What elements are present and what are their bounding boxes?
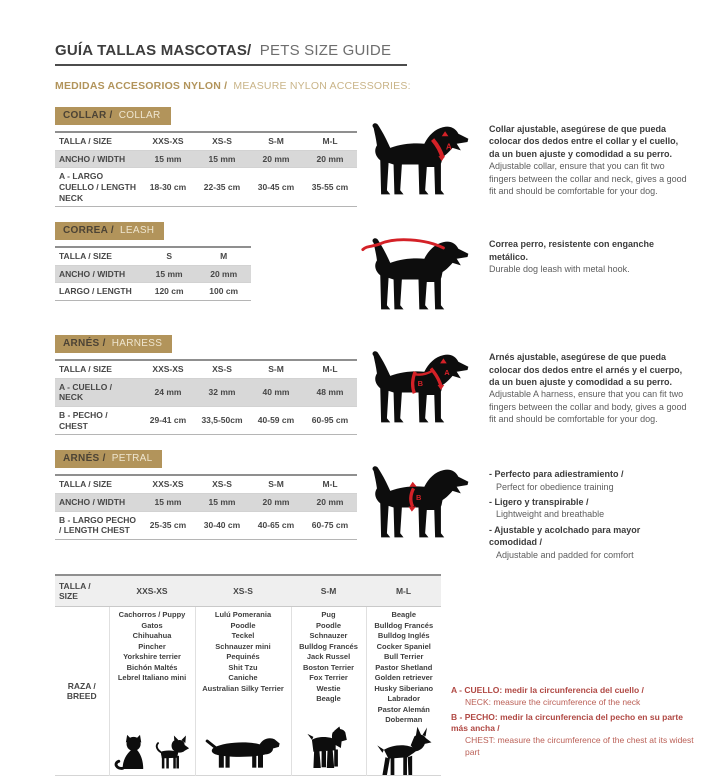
breed-item: Jack Russel	[306, 652, 351, 662]
breed-item: Caniche	[228, 673, 258, 683]
page-subtitle	[55, 80, 694, 92]
value-cell: 60-75 cm	[311, 519, 349, 530]
breed-item: Bulldog Francés	[299, 641, 358, 651]
header-cell: M-L	[322, 364, 338, 375]
petral-table-block	[55, 448, 357, 540]
collar-size-table	[55, 131, 357, 207]
harness-desc-en: Adjustable A harness, ensure that you can fit two fingers between the collar and body, gives a good fit and should be comfortable for your dog.	[489, 389, 687, 425]
value-cell: 15 mm	[208, 153, 236, 164]
value-cell: 20 mm	[262, 496, 290, 507]
header-cell: S-M	[268, 136, 284, 146]
header-cell: XS-S	[212, 136, 232, 146]
petral-bullet-en: Lightweight and breathable	[496, 509, 605, 520]
breed-item: Boston Terrier	[302, 662, 355, 672]
breed-list	[293, 610, 365, 705]
header-cell: S-M	[268, 479, 284, 490]
header-cell: XXS-XS	[109, 575, 195, 607]
breed-item: Shit Tzu	[228, 662, 258, 672]
value-cell: 22-35 cm	[203, 181, 241, 192]
header-cell: XXS-XS	[152, 136, 184, 146]
page-title-en: PETS SIZE GUIDE	[259, 42, 392, 59]
value-cell: 25-35 cm	[149, 519, 187, 530]
breed-item: Bulldog Inglés	[377, 631, 430, 641]
header-cell: M-L	[322, 136, 338, 146]
breed-cell-xs-s	[195, 607, 291, 776]
breed-item: Cocker Spaniel	[376, 641, 431, 651]
chihuahua-icon	[153, 733, 191, 771]
value-cell: 20 mm	[316, 153, 344, 164]
collar-table-block	[55, 105, 357, 207]
breed-item: Doberman	[385, 715, 423, 725]
header-cell: TALLA / SIZE	[59, 136, 112, 146]
page-title	[55, 42, 407, 66]
value-cell: 20 mm	[262, 153, 290, 164]
value-cell: 30-45 cm	[257, 181, 295, 192]
collar-section-badge	[55, 107, 171, 125]
breed-item: Pastor Shetland	[375, 662, 433, 672]
table-row	[55, 378, 357, 406]
table-header-row	[55, 475, 357, 493]
section-leash	[55, 220, 694, 320]
leash-description	[475, 220, 694, 275]
breed-item: Lulú Pomerania	[214, 610, 272, 620]
value-cell: 48 mm	[316, 387, 344, 398]
breed-size-table	[55, 574, 441, 776]
breed-cell-xxs-xs	[109, 607, 195, 776]
breed-item: Bull Terrier	[384, 652, 424, 662]
page-title-es: GUÍA TALLAS MASCOTAS/	[55, 42, 252, 59]
collar-desc-es: Collar ajustable, asegúrese de que pueda colocar dos dedos entre el collar y el cuello, da un buen ajuste y comodidad a su perro.	[489, 124, 679, 159]
header-cell: S	[166, 251, 172, 262]
breed-cell-m-l	[366, 607, 441, 776]
breed-item: Poodle	[315, 620, 341, 630]
leash-size-table	[55, 246, 251, 301]
measurement-notes	[441, 685, 694, 776]
breed-item: Schnauzer	[309, 631, 348, 641]
breed-list	[368, 610, 441, 726]
schnauzer-icon	[303, 725, 355, 771]
row-label-cell: B - PECHO / CHEST	[59, 410, 108, 431]
header-cell: TALLA / SIZE	[59, 251, 112, 262]
row-label-cell: ANCHO / WIDTH	[59, 153, 126, 164]
petral-feature-list	[475, 448, 694, 564]
breed-item: Pug	[321, 610, 336, 620]
cat-icon	[113, 731, 149, 771]
svg-text:A: A	[444, 368, 450, 378]
breed-cell-s-m	[291, 607, 366, 776]
row-label-cell: A - LARGO CUELLO / LENGTH NECK	[59, 171, 136, 203]
table-row	[55, 407, 357, 435]
breed-item: Beagle	[316, 694, 341, 704]
row-label-cell: B - LARGO PECHO / LENGTH CHEST	[59, 514, 136, 536]
collar-badge-es: COLLAR /	[63, 110, 113, 121]
header-cell: S-M	[268, 364, 284, 375]
breed-item: Fox Terrier	[309, 673, 348, 683]
petral-bullet-es: - Ajustable y acolchado para mayor comodidad /	[489, 524, 641, 548]
breed-item: Australian Silky Terrier	[202, 683, 284, 693]
neck-note-en: NECK: measure the circumference of the neck	[465, 696, 641, 707]
breed-table-header-row	[55, 575, 441, 607]
collar-badge-en: COLLAR	[118, 110, 161, 121]
breed-item: Teckel	[231, 631, 255, 641]
petral-bullet-es: - Perfecto para adiestramiento /	[489, 469, 624, 480]
value-cell: 40 mm	[262, 387, 290, 398]
value-cell: 15 mm	[155, 268, 183, 279]
svg-text:B: B	[416, 493, 422, 503]
header-cell: XS-S	[212, 479, 232, 490]
petral-badge-es: ARNÉS /	[63, 453, 106, 465]
value-cell: 32 mm	[208, 387, 236, 398]
leash-desc-es: Correa perro, resistente con enganche metálico.	[489, 239, 655, 262]
value-cell: 15 mm	[154, 496, 182, 507]
harness-badge-en: HARNESS	[111, 338, 163, 350]
leash-desc-en: Durable dog leash with metal hook.	[489, 263, 630, 274]
dog-with-chest-strap-icon	[357, 448, 475, 548]
value-cell: 60-95 cm	[311, 415, 349, 426]
section-collar	[55, 105, 694, 207]
petral-bullet-es: - Ligero y transpirable /	[489, 497, 589, 508]
table-header-row	[55, 132, 357, 150]
section-harness	[55, 333, 694, 435]
petral-bullet	[489, 496, 690, 521]
harness-table-block	[55, 333, 357, 435]
dog-with-leash-icon	[357, 220, 475, 320]
petral-badge-en: PETRAL	[111, 453, 153, 465]
header-cell: XXS-XS	[152, 479, 184, 490]
value-cell: 33,5-50cm	[201, 415, 243, 426]
header-cell: M	[220, 251, 228, 262]
value-cell: 15 mm	[154, 153, 182, 164]
breed-item: Husky Siberiano	[374, 683, 434, 693]
breed-item: Cachorros / Puppy	[118, 610, 186, 620]
petral-bullet-en: Adjustable and padded for comfort	[496, 549, 634, 560]
page-subtitle-es: MEDIDAS ACCESORIOS NYLON /	[55, 80, 228, 92]
value-cell: 20 mm	[316, 496, 344, 507]
harness-description	[475, 333, 694, 425]
table-row	[55, 265, 251, 283]
breed-item: Schnauzer mini	[215, 641, 271, 651]
value-cell: 30-40 cm	[203, 519, 241, 530]
value-cell: 100 cm	[209, 286, 239, 297]
harness-desc-es: Arnés ajustable, asegúrese de que pueda colocar dos dedos entre el arnés y el cuerpo, da un buen ajuste y comodidad a su perro.	[489, 352, 683, 387]
chest-note-es: B - PECHO: medir la circunferencia del pecho en su parte más ancha /	[451, 711, 683, 734]
petral-bullet	[489, 468, 690, 493]
header-cell: M-L	[322, 479, 338, 490]
value-cell: 40-59 cm	[257, 415, 295, 426]
section-petral	[55, 448, 694, 564]
row-label-cell: A - CUELLO / NECK	[59, 381, 113, 403]
table-header-row	[55, 360, 357, 378]
breed-item: Labrador	[387, 694, 420, 704]
row-label-cell: ANCHO / WIDTH	[59, 268, 126, 279]
value-cell: 35-55 cm	[311, 181, 349, 192]
harness-size-table	[55, 359, 357, 435]
table-row	[55, 150, 357, 168]
breed-item: Bichón Maltés	[126, 662, 178, 672]
chest-note-en: CHEST: measure the circumference of the chest at its widest part	[465, 735, 694, 758]
value-cell: 15 mm	[208, 496, 236, 507]
svg-text:B: B	[417, 378, 424, 388]
header-cell: TALLA / SIZE	[59, 364, 112, 375]
svg-text:A: A	[445, 141, 452, 152]
breed-list	[111, 610, 194, 684]
harness-badge-es: ARNÉS /	[63, 338, 106, 350]
dog-with-collar-icon	[357, 105, 475, 205]
breed-item: Westie	[316, 683, 341, 693]
value-cell: 40-65 cm	[257, 519, 295, 530]
header-cell: XXS-XS	[152, 364, 184, 375]
harness-section-badge	[55, 335, 172, 353]
header-cell: XS-S	[212, 364, 232, 375]
breed-table-body-row	[55, 607, 441, 776]
collar-desc-en: Adjustable collar, ensure that you can fit two fingers between the collar and neck, gives a good fit and should be comfortable for your dog.	[489, 161, 687, 197]
breed-item: Pastor Alemán	[377, 704, 430, 714]
breed-row-label: RAZA / BREED	[66, 681, 97, 702]
row-label-cell: ANCHO / WIDTH	[59, 496, 126, 507]
header-cell: TALLA / SIZE	[55, 575, 109, 607]
petral-bullet-en: Perfect for obedience training	[496, 481, 614, 492]
table-row	[55, 511, 357, 539]
breed-item: Gatos	[141, 620, 163, 630]
header-cell: TALLA / SIZE	[59, 479, 112, 490]
table-row	[55, 283, 251, 301]
bottom-row	[55, 574, 694, 776]
breed-item: Poodle	[230, 620, 256, 630]
header-cell: S-M	[291, 575, 366, 607]
table-row	[55, 493, 357, 511]
neck-measure-note	[451, 685, 694, 709]
breed-list	[197, 610, 290, 694]
petral-bullet	[489, 524, 690, 561]
dachshund-icon	[202, 731, 284, 771]
value-cell: 29-41 cm	[149, 415, 187, 426]
breed-item: Pincher	[138, 641, 166, 651]
value-cell: 24 mm	[154, 387, 182, 398]
breed-item: Bulldog Francés	[374, 620, 434, 630]
leash-badge-en: LEASH	[120, 225, 155, 237]
leash-table-block	[55, 220, 357, 301]
header-cell: M-L	[366, 575, 441, 607]
collar-description	[475, 105, 694, 197]
header-cell: XS-S	[195, 575, 291, 607]
table-header-row	[55, 247, 251, 265]
value-cell: 120 cm	[154, 286, 184, 297]
doberman-icon	[373, 726, 435, 778]
petral-section-badge	[55, 450, 162, 468]
row-label-cell: LARGO / LENGTH	[59, 286, 132, 297]
leash-badge-es: CORREA /	[63, 225, 114, 237]
breed-item: Yorkshire terrier	[123, 652, 181, 662]
value-cell: 20 mm	[210, 268, 238, 279]
petral-size-table	[55, 474, 357, 540]
breed-item: Lebrel Italiano mini	[117, 673, 187, 683]
value-cell: 18-30 cm	[149, 181, 187, 192]
breed-item: Pequinés	[226, 652, 260, 662]
page-subtitle-en: MEASURE NYLON ACCESSORIES:	[233, 80, 411, 92]
chest-measure-note	[451, 712, 694, 760]
dog-with-harness-icon	[357, 333, 475, 433]
breed-item: Beagle	[391, 610, 417, 620]
breed-item: Chihuahua	[132, 631, 172, 641]
table-row	[55, 168, 357, 207]
neck-note-es: A - CUELLO: medir la circunferencia del cuello /	[451, 684, 644, 695]
breed-item: Golden retriever	[374, 673, 433, 683]
leash-section-badge	[55, 222, 164, 240]
